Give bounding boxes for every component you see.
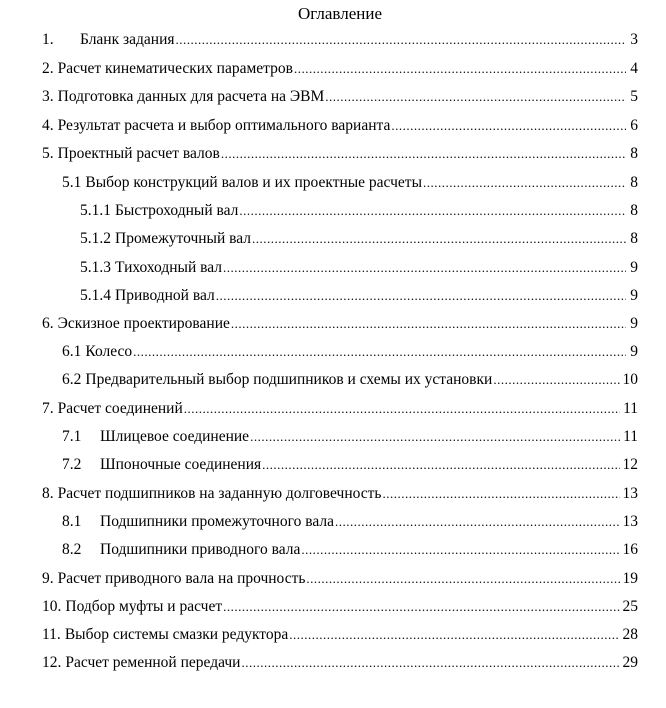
entry-page: 6 [630,117,638,134]
dot-leader [221,144,626,164]
dot-leader [223,258,626,278]
dot-leader [176,30,627,50]
toc-entry[interactable] [62,427,638,447]
dot-leader [133,342,626,362]
toc-entry[interactable] [62,173,638,193]
entry-page: 9 [630,343,638,360]
dot-leader [382,484,619,504]
entry-title: Бланк задания [80,31,175,48]
toc-entry[interactable] [42,625,638,645]
entry-number: 10. [42,598,62,615]
entry-title: Выбор системы смазки редуктора [64,626,289,643]
entry-number: 7. [42,400,54,417]
entry-page: 9 [630,315,638,332]
entry-number: 5.1.2 [80,230,111,247]
entry-page: 8 [630,202,638,219]
entry-title: Предварительный выбор подшипников и схемы их установки [85,371,493,388]
toc-entry[interactable] [42,59,638,79]
dot-leader [241,653,619,673]
toc-entry[interactable] [42,87,638,107]
entry-number: 3. [42,88,54,105]
dot-leader [250,427,620,447]
entry-number: 8.2 [62,541,82,558]
entry-title: Приводной вал [115,287,215,304]
entry-title: Эскизное проектирование [57,315,230,332]
entry-number: 6. [42,315,54,332]
toc-entry[interactable] [42,399,638,419]
entry-number: 5.1 [62,174,82,191]
toc-entry[interactable] [62,512,638,532]
toc-title: Оглавление [298,4,382,23]
toc-entry[interactable] [42,653,638,673]
entry-page: 9 [630,259,638,276]
dot-leader [301,540,619,560]
dot-leader [231,314,626,334]
toc-entry[interactable] [80,258,638,278]
entry-page: 8 [630,145,638,162]
entry-page: 13 [622,513,638,530]
entry-title: Расчет соединений [57,400,183,417]
entry-page: 16 [622,541,638,558]
dot-leader [423,173,626,193]
entry-page: 11 [623,400,638,417]
dot-leader [184,399,620,419]
entry-title: Проектный расчет валов [57,145,220,162]
toc-entry[interactable] [62,540,638,560]
entry-title: Тихоходный вал [115,259,222,276]
entry-title: Расчет подшипников на заданную долговечность [57,485,382,502]
entry-title: Расчет ременной передачи [65,654,241,671]
entry-page: 29 [622,654,638,671]
dot-leader [306,569,619,589]
toc-entry[interactable] [80,229,638,249]
entry-page: 5 [630,88,638,105]
toc-entry[interactable] [80,201,638,221]
dot-leader [216,286,626,306]
entry-title: Колесо [85,343,133,360]
entry-page: 19 [622,570,638,587]
entry-title: Расчет кинематических параметров [57,60,293,77]
toc-entry[interactable] [42,30,638,50]
dot-leader [223,597,619,617]
dot-leader [335,512,620,532]
entry-number: 9. [42,570,54,587]
entry-number: 4. [42,117,54,134]
entry-page: 8 [630,230,638,247]
dot-leader [262,455,619,475]
entry-page: 4 [630,60,638,77]
toc-entry[interactable] [62,370,638,390]
entry-page: 13 [622,485,638,502]
toc-entry[interactable] [42,314,638,334]
entry-number: 8.1 [62,513,82,530]
entry-title: Шлицевое соединение [100,428,250,445]
toc-entry[interactable] [62,342,638,362]
entry-title: Расчет приводного вала на прочность [57,570,306,587]
dot-leader [294,59,626,79]
dot-leader [239,201,626,221]
entry-number: 11. [42,626,61,643]
entry-number: 5.1.4 [80,287,111,304]
entry-title: Быстроходный вал [115,202,239,219]
entry-title: Результат расчета и выбор оптимального варианта [57,117,391,134]
entry-title: Подшипники промежуточного вала [100,513,334,530]
toc-entry[interactable] [42,116,638,136]
entry-page: 8 [630,174,638,191]
entry-page: 11 [623,428,638,445]
entry-page: 25 [622,598,638,615]
entry-title: Шпоночные соединения [100,456,262,473]
entry-number: 1. [42,31,54,48]
entry-number: 5.1.1 [80,202,111,219]
dot-leader [289,625,619,645]
entry-number: 2. [42,60,54,77]
entry-number: 12. [42,654,62,671]
entry-page: 28 [622,626,638,643]
entry-number: 6.2 [62,371,82,388]
entry-page: 9 [630,287,638,304]
entry-number: 8. [42,485,54,502]
dot-leader [252,229,626,249]
entry-page: 3 [630,31,638,48]
entry-number: 7.2 [62,456,82,473]
entry-number: 5.1.3 [80,259,111,276]
entry-title: Выбор конструкций валов и их проектные расчеты [85,174,422,191]
toc-entry[interactable] [42,569,638,589]
toc-entry[interactable] [42,597,638,617]
entry-title: Промежуточный вал [115,230,252,247]
toc-entry[interactable] [80,286,638,306]
entry-title: Подбор муфты и расчет [65,598,223,615]
toc-entry[interactable] [62,455,638,475]
entry-title: Подшипники приводного вала [100,541,301,558]
entry-number: 7.1 [62,428,82,445]
entry-page: 12 [622,456,638,473]
toc-entry[interactable] [42,144,638,164]
dot-leader [493,370,619,390]
dot-leader [391,116,626,136]
entry-number: 5. [42,145,54,162]
entry-page: 10 [622,371,638,388]
entry-number: 6.1 [62,343,82,360]
toc-entry[interactable] [42,484,638,504]
dot-leader [325,87,626,107]
entry-title: Подготовка данных для расчета на ЭВМ [57,88,325,105]
